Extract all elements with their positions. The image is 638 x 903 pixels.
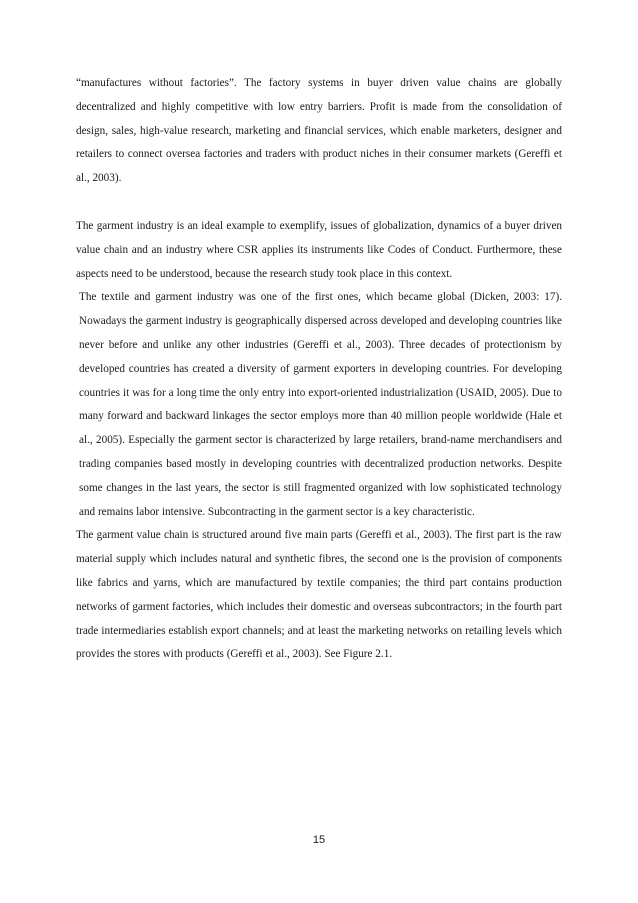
page-number: 15 xyxy=(312,834,326,846)
paragraph-garment-industry-example: The garment industry is an ideal example to exemplify, issues of globalization, dynamics of a buyer driven value chain and an industry where CSR applies its instruments like Codes of Conduct. Furthermore, these aspects need to be understood, because the research study took place in this context. xyxy=(76,219,562,280)
paragraph-gap xyxy=(76,191,562,215)
paragraph-value-chains: “manufactures without factories”. The factory systems in buyer driven value chains are globally decentralized and highly competitive with low entry barriers. Profit is made from the consolidation of design, sales, high-value research, marketing and financial services, which enable marketers, designer and retailers to connect oversea factories and traders with product niches in their consumer markets (Gereffi et al., 2003). xyxy=(76,77,562,185)
paragraph-textile-globalization: The textile and garment industry was one of the first ones, which became global (Dicken, 2003: 17). Nowadays the garment industry is geographically dispersed across developed and developing countries like never before and unlike any other industries (Gereffi et al., 2003). Three decades of protectionism by developed countries has created a diversity of garment exporters in developing countries. For developing countries it was for a long time the only entry into export-oriented industrialization (USAID, 2005). Due to many forward and backward linkages the sector employs more than 40 million people worldwide (Hale et al., 2005). Especially the garment sector is characterized by large retailers, brand-name merchandisers and trading companies based mostly in developing countries with decentralized production networks. Despite some changes in the last years, the sector is still fragmented organized with low sophisticated technology and remains labor intensive. Subcontracting in the garment sector is a key characteristic. xyxy=(79,291,562,518)
document-page xyxy=(76,72,562,667)
paragraph-garment-value-chain: The garment value chain is structured around five main parts (Gereffi et al., 2003). The first part is the raw material supply which includes natural and synthetic fibres, the second one is the provision of components like fabrics and yarns, which are manufactured by textile companies; the third part contains production networks of garment factories, which includes their domestic and overseas subcontractors; in the fourth part trade intermediaries establish export channels; and at least the marketing networks on retailing levels which provides the stores with products (Gereffi et al., 2003). See Figure 2.1. xyxy=(76,529,562,661)
